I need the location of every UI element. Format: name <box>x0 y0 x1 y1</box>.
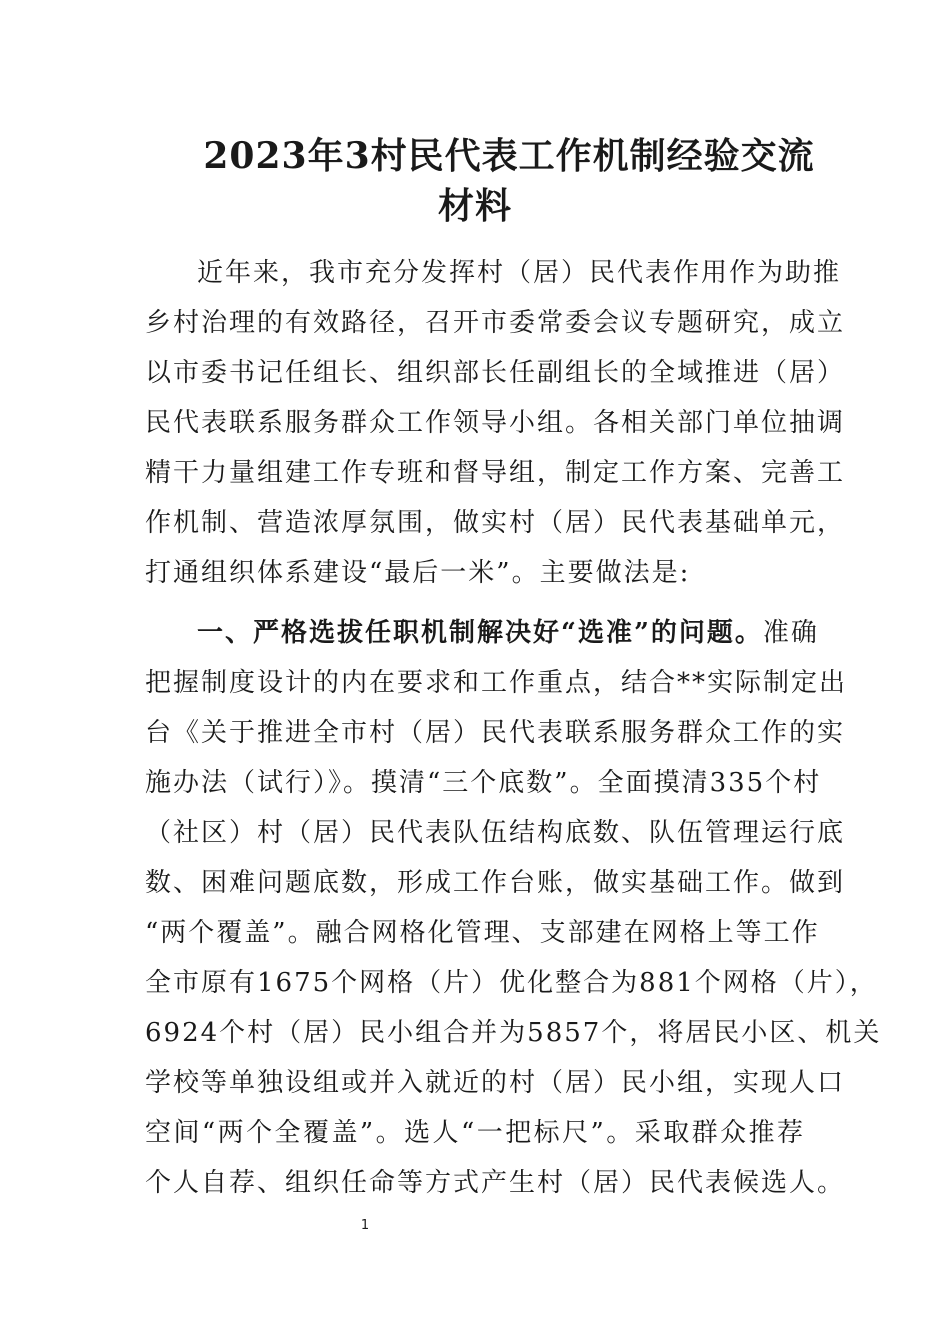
paragraph2-line: 台《关于推进全市村（居）民代表联系服务群众工作的实 <box>145 718 846 748</box>
paragraph2-line: （社区）村（居）民代表队伍结构底数、队伍管理运行底 <box>145 818 846 848</box>
paragraph2-line: 把握制度设计的内在要求和工作重点，结合**实际制定出 <box>145 668 848 698</box>
paragraph2-line: 6924个村（居）民小组合并为5857个，将居民小区、机关 <box>145 1018 882 1048</box>
section1-heading-line <box>197 608 819 658</box>
paragraph1-line: 近年来，我市充分发挥村（居）民代表作用作为助推 <box>197 258 842 288</box>
paragraph1-line: 打通组织体系建设“最后一米”。主要做法是: <box>145 558 691 588</box>
paragraph1-line: 乡村治理的有效路径，召开市委常委会议专题研究，成立 <box>145 308 846 338</box>
paragraph2-line: “两个覆盖”。融合网格化管理、支部建在网格上等工作 <box>145 918 820 948</box>
paragraph1-line: 精干力量组建工作专班和督导组，制定工作方案、完善工 <box>145 458 846 488</box>
section1-heading-rest: 准确 <box>762 618 819 648</box>
paragraph2-line: 个人自荐、组织任命等方式产生村（居）民代表候选人。 <box>145 1168 846 1198</box>
paragraph2-line: 全市原有1675个网格（片）优化整合为881个网格（片）， <box>145 968 878 998</box>
paragraph2-line: 施办法（试行）》。摸清“三个底数”。全面摸清335个村 <box>145 768 822 798</box>
document-title-line1: 2023年3村民代表工作机制经验交流 <box>203 135 815 177</box>
document-title-line2: 材料 <box>437 185 512 227</box>
paragraph1-line: 民代表联系服务群众工作领导小组。各相关部门单位抽调 <box>145 408 846 438</box>
paragraph2-line: 数、困难问题底数，形成工作台账，做实基础工作。做到 <box>145 868 846 898</box>
section1-heading: 一、严格选拔任职机制解决好“选准”的问题。 <box>197 618 763 648</box>
paragraph2-line: 学校等单独设组或并入就近的村（居）民小组，实现人口 <box>145 1068 846 1098</box>
paragraph1-line: 作机制、营造浓厚氛围，做实村（居）民代表基础单元， <box>145 508 846 538</box>
page-number: 1 <box>360 1218 370 1233</box>
paragraph1-line: 以市委书记任组长、组织部长任副组长的全域推进（居） <box>145 358 846 388</box>
paragraph2-line: 空间“两个全覆盖”。选人“一把标尺”。采取群众推荐 <box>145 1118 805 1148</box>
